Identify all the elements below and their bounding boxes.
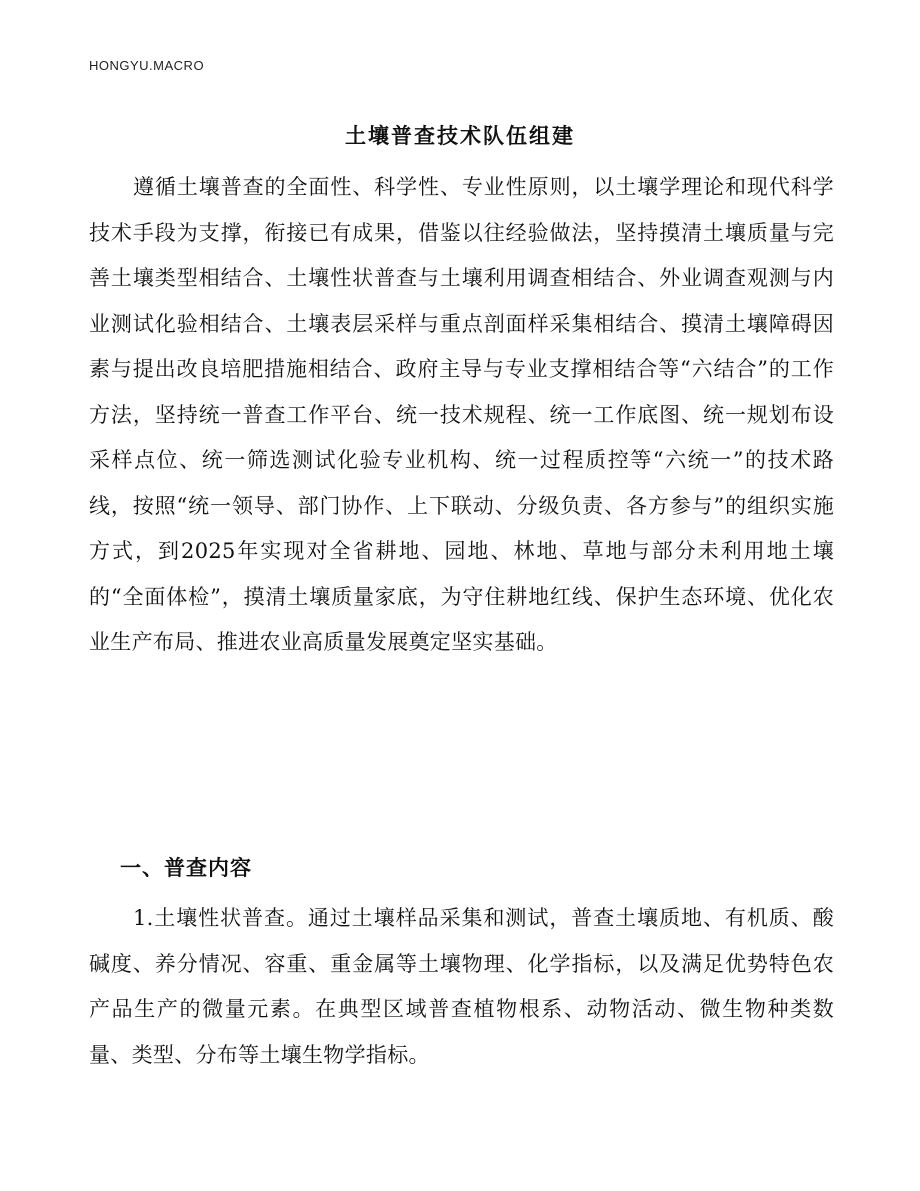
page-header: HONGYU.MACRO xyxy=(89,58,205,73)
section-paragraph: 1.土壤性状普查。通过土壤样品采集和测试，普查土壤质地、有机质、酸碱度、养分情况、容重、重金属等土壤物理、化学指标，以及满足优势特色农产品生产的微量元素。在典型区域普查植物根系、动物活动、微生物种类数量、类型、分布等土壤生物学指标。 xyxy=(89,906,834,1067)
intro-paragraph: 遵循土壤普查的全面性、科学性、专业性原则，以土壤学理论和现代科学技术手段为支撑，衔接已有成果，借鉴以往经验做法，坚持摸清土壤质量与完善土壤类型相结合、土壤性状普查与土壤利用调查相结合、外业调查观测与内业测试化验相结合、土壤表层采样与重点剖面样采集相结合、摸清土壤障碍因素与提出改良培肥措施相结合、政府主导与专业支撑相结合等“六结合”的工作方法，坚持统一普查工作平台、统一技术规程、统一工作底图、统一规划布设采样点位、统一筛选测试化验专业机构、统一过程质控等“六统一”的技术路线，按照“统一领导、部门协作、上下联动、分级负责、各方参与”的组织实施方式，到2025年实现对全省耕地、园地、林地、草地与部分未利用地土壤的“全面体检”，摸清土壤质量家底，为守住耕地红线、保护生态环境、优化农业生产布局、推进农业高质量发展奠定坚实基础。 xyxy=(89,175,834,654)
document-title: 土壤普查技术队伍组建 xyxy=(345,123,575,148)
section-heading: 一、普查内容 xyxy=(120,855,252,880)
